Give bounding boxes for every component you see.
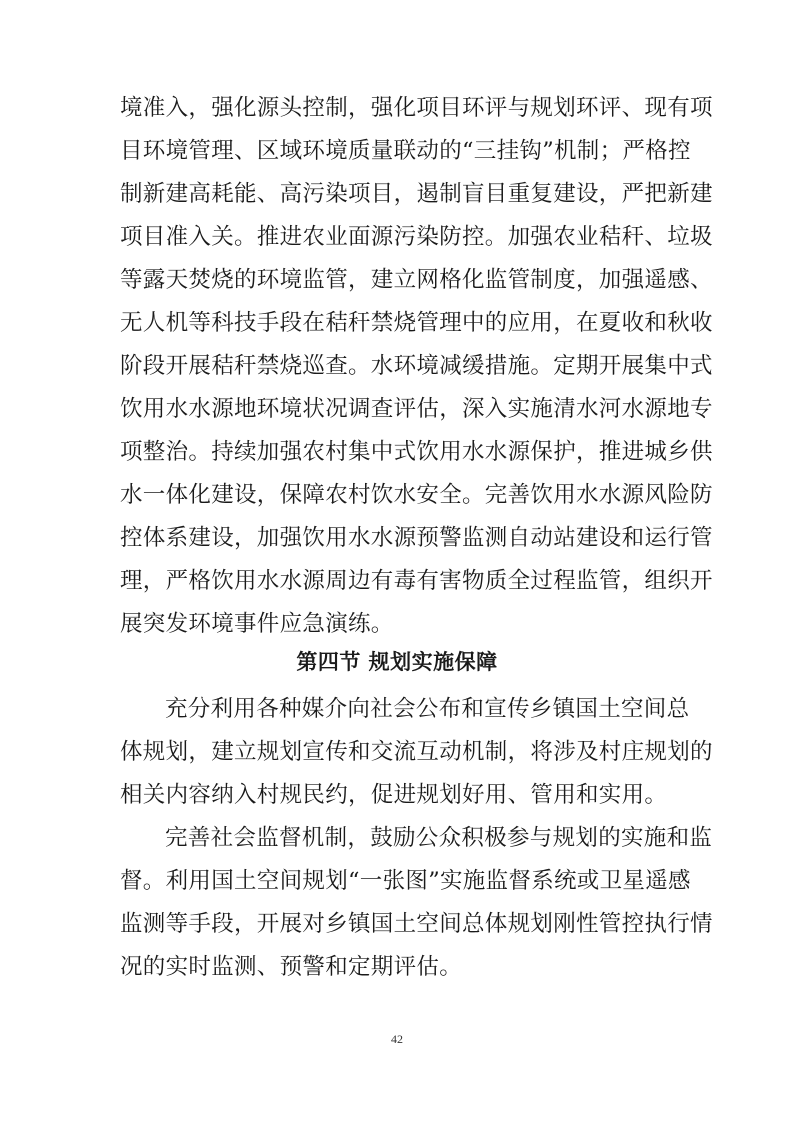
text-line: 饮用水水源地环境状况调查评估，深入实施清水河水源地专 [120, 396, 713, 422]
text-line: 等露天焚烧的环境监管，建立网格化监管制度，加强遥感、 [120, 267, 713, 293]
text-line: 相关内容纳入村规民约，促进规划好用、管用和实用。 [120, 782, 668, 808]
text-line: 阶段开展秸秆禁烧巡查。水环境减缓措施。定期开展集中式 [120, 353, 713, 379]
text-line: 目环境管理、区域环境质量联动的“三挂钩”机制；严格控 [120, 138, 691, 164]
text-line: 充分利用各种媒介向社会公布和宣传乡镇国土空间总 [165, 696, 690, 722]
text-line: 项目准入关。推进农业面源污染防控。加强农业秸秆、垃圾 [120, 224, 713, 250]
text-line: 督。利用国土空间规划“一张图”实施监督系统或卫星遥感 [120, 868, 691, 894]
text-line: 无人机等科技手段在秸秆禁烧管理中的应用，在夏收和秋收 [120, 310, 713, 336]
page-number: 42 [391, 1032, 403, 1046]
text-line: 监测等手段，开展对乡镇国土空间总体规划刚性管控执行情 [120, 911, 713, 937]
text-line: 水一体化建设，保障农村饮水安全。完善饮用水水源风险防 [120, 482, 713, 508]
text-line: 境准入，强化源头控制，强化项目环评与规划环评、现有项 [120, 95, 713, 121]
section-heading: 第四节 规划实施保障 [296, 650, 498, 674]
text-line: 完善社会监督机制，鼓励公众积极参与规划的实施和监 [165, 825, 713, 851]
text-line: 展突发环境事件应急演练。 [120, 611, 394, 637]
text-line: 项整治。持续加强农村集中式饮用水水源保护，推进城乡供 [120, 439, 713, 465]
text-line: 理，严格饮用水水源周边有毒有害物质全过程监管，组织开 [120, 568, 713, 594]
text-line: 制新建高耗能、高污染项目，遏制盲目重复建设，严把新建 [120, 181, 713, 207]
text-line: 控体系建设，加强饮用水水源预警监测自动站建设和运行管 [120, 525, 713, 551]
text-line: 体规划，建立规划宣传和交流互动机制，将涉及村庄规划的 [120, 739, 713, 765]
text-line: 况的实时监测、预警和定期评估。 [120, 954, 463, 980]
